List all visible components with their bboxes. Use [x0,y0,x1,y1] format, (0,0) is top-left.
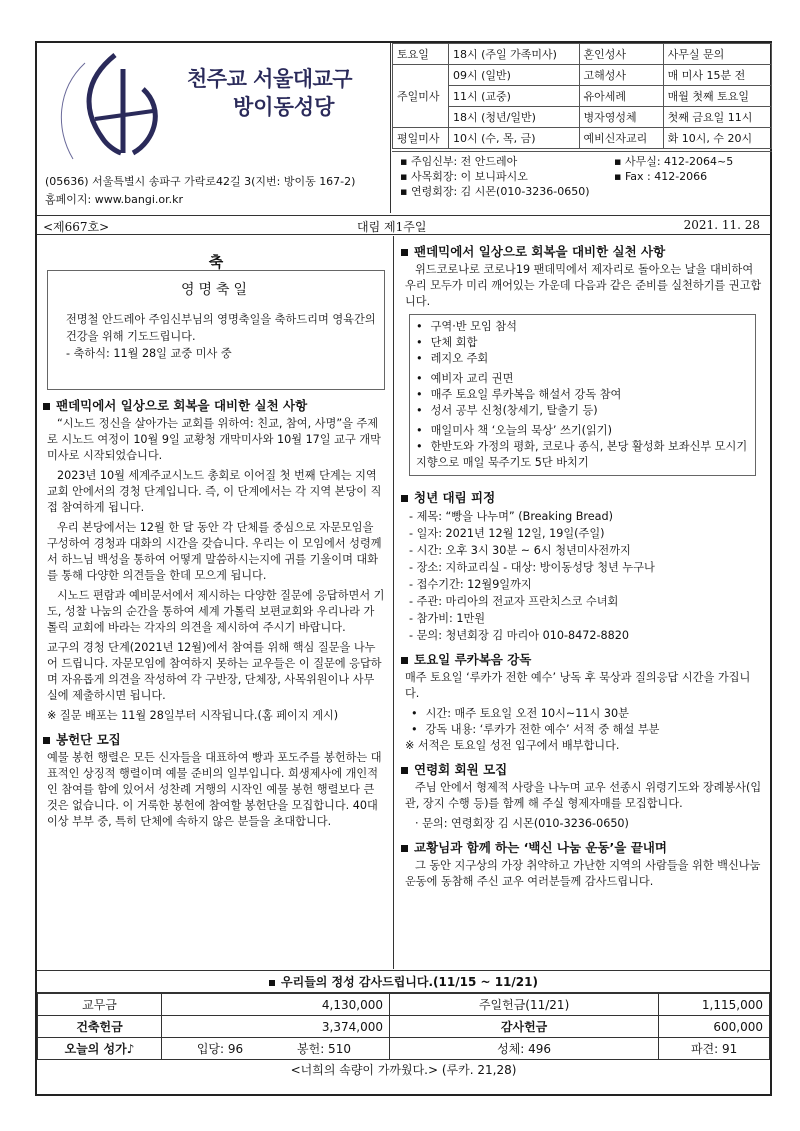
header-logo-area [37,43,391,213]
saturday-label: 토요일 [393,44,449,65]
list-item: - 접수기간: 12월9일까지 [409,576,770,593]
weekly-verse: <너희의 속량이 가까웠다.> (루카. 21,28) [290,1063,517,1077]
list-item: - 제목: “빵을 나누며” (Breaking Bread) [409,508,770,525]
left-practice-p4: 시노드 편람과 예비문서에서 제시하는 다양한 질문에 응답하면서 기도, 성찰 나눔의 순간을 통하여 세계 가톨릭 보편교회와 우리나라 가톨릭 교회에 바라는 각자의 의견을 제시하여 주시기 바랍니다. [47,589,385,634]
left-column [37,236,394,969]
sac-value: 화 10시, 수 20시 [663,128,771,149]
list-item: • 강독 내용: ‘루카가 전한 예수’ 서적 중 해설 부분 [411,722,770,738]
sac-key: 예비신자교리 [579,128,663,149]
list-item: - 시간: 오후 3시 30분 ~ 6시 청년미사전까지 [409,542,770,559]
sunday-time: 18시 (청년/일반) [449,107,580,128]
sac-key: 혼인성사 [579,44,663,65]
council-contact: ▪ 사목회장: 이 보니파시오 [400,170,528,183]
left-practice-p3: 우리 본당에서는 12월 한 달 동안 각 단체를 중심으로 자문모임을 구성하여 경청과 대화의 시간을 갖습니다. 우리는 이 모임에서 성령께서 하느님 백성을 통하여 어떻게 말씀하시는지에 귀를 기울이며 대화를 통해 다양한 의견들을 한데 모으게 됩니다. [47,521,382,582]
offering-key: 주일헌금(11/21) [390,994,659,1016]
parish-title-line2: 방이동성당 [233,95,335,119]
council-text: 사목회장: 이 보니파시오 [410,170,528,183]
offering-value: 3,374,000 [162,1016,390,1038]
offering-value: 4,130,000 [162,994,390,1016]
sac-key: 병자영성체 [579,107,663,128]
sac-value: 매월 첫째 토요일 [663,86,771,107]
left-practice-p1: “시노드 정신을 살아가는 교회를 위하여: 친교, 참여, 사명”을 주제로 시노드 여정이 10월 9일 교황청 개막미사와 10월 17일 교구 개막미사로 시작되었습니다. [47,417,381,462]
offering-key: 감사헌금 [390,1016,659,1038]
funeral-text: 주님 안에서 형제적 사랑을 나누며 교우 선종시 위령기도와 장례봉사(입관, 장지 수행 등)를 함께 해 주실 형제자매를 모집합니다. [405,781,762,810]
issue-date: 2021. 11. 28 [683,218,760,232]
section-heading: 팬데믹에서 일상으로 회복을 대비한 실천 사항 [56,398,308,413]
offering-group-text: 예물 봉헌 행렬은 모든 신자들을 대표하여 빵과 포도주를 봉헌하는 대표적인 상징적 행렬이며 예물 준비의 일부입니다. 희생제사에 개인적인 참여를 함에 있어서 성찬례 거행의 시작인 예물 봉헌 행렬보다 큰 것은 없습니다. 이 거룩한 봉헌에 참여할 봉헌단을 모집합니다. 40대 이상 부부 중, 특히 단체에 속하지 않은 분들을 초대합니다. [47,751,382,828]
feast-ceremony: - 축하식: 11월 28일 교중 미사 중 [66,347,232,360]
offering-title: 우리들의 정성 감사드립니다.(11/15 ~ 11/21) [281,975,538,989]
weekday-time: 10시 (수, 목, 금) [449,128,580,149]
feast-text [66,311,376,362]
parish-title-line1: 천주교 서울대교구 [187,67,353,91]
sunday-time: 11시 (교중) [449,86,580,107]
list-item: • 한반도와 가정의 평화, 코로나 종식, 본당 활성화 보좌신부 모시기 지향으로 매일 묵주기도 5단 바치기 [416,439,749,471]
list-item: • 예비자 교리 권면 [416,371,749,387]
list-item: • 시간: 매주 토요일 오전 10시~11시 30분 [411,706,770,722]
parish-logo [45,49,185,169]
hymn-offertory: 봉헌: 510 [297,1042,351,1056]
funeral-contact: · 문의: 연령회장 김 시몬(010-3236-0650) [415,817,629,830]
union-contact: ▪ 연령회장: 김 시몬(010-3236-0650) [400,185,590,198]
list-item: - 일자: 2021년 12월 12일, 19일(주일) [409,525,770,542]
offering-key: 교무금 [38,994,162,1016]
section-heading: 연령회 회원 모집 [414,762,508,777]
sharing-text: 그 동안 지구상의 가장 취약하고 가난한 지역의 사람들을 위한 백신나눔운동에 동참해 주신 교우 여러분들께 감사드립니다. [405,859,761,888]
offering-key: 건축헌금 [38,1016,162,1038]
office-contact: ▪ 사무실: 412-2064~5 [614,155,734,168]
feast-subtitle: 영명축일 [180,282,252,298]
left-practice-title [43,396,393,414]
pastor-contact: ▪ 주임신부: 전 안드레아 [400,155,518,168]
offering-value: 1,115,000 [659,994,770,1016]
feast-message: 전명철 안드레아 주임신부님의 영명축일을 축하드리며 영육간의 건강을 위해 기도드립니다. [66,313,376,343]
list-item: • 구역·반 모임 참석 [416,319,749,335]
right-column [395,236,770,969]
offering-header [37,971,770,993]
section-heading: 토요일 루카복음 강독 [414,652,532,667]
list-item: - 참가비: 1만원 [409,610,770,627]
fax-text: Fax : 412-2066 [624,170,708,183]
offering-value: 600,000 [659,1016,770,1038]
sunday-label: 주일미사 [393,65,449,128]
saturday-time: 18시 (주일 가족미사) [449,44,580,65]
parish-address: (05636) 서울특별시 송파구 가락로42길 3(지번: 방이동 167-2) [45,175,356,188]
practice-list [416,319,749,471]
list-item: • 레지오 주회 [416,351,749,367]
contact-info [392,151,772,213]
sharing-title [401,838,770,856]
offering-section [37,970,770,1094]
office-text: 사무실: 412-2064~5 [624,155,734,168]
sac-key: 유아세례 [579,86,663,107]
youth-list [409,508,770,644]
contact-col-right [614,154,733,184]
sunday-time: 09시 (일반) [449,65,580,86]
mass-schedule-table [392,43,772,149]
parish-homepage: 홈페이지: www.bangi.or.kr [45,193,184,206]
practice-list-box [409,314,756,476]
sac-value: 첫째 금요일 11시 [663,107,771,128]
parish-address-block [45,173,355,209]
pastor-text: 주임신부: 전 안드레아 [410,155,518,168]
luke-title [401,650,770,668]
section-heading: 청년 대림 피정 [414,490,496,505]
offering-table [37,993,770,1060]
issue-number: <제667호> [43,220,110,234]
union-text: 연령회장: 김 시몬(010-3236-0650) [410,185,590,198]
list-item: - 장소: 지하교리실 - 대상: 방이동성당 청년 누구나 [409,559,770,576]
liturgy-name: 대림 제1주일 [357,220,427,234]
right-practice-intro: 위드코로나로 코로나19 팬데믹에서 제자리로 돌아오는 날을 대비하여 우리 모두가 미리 깨어있는 가운데 다음과 같은 준비를 실천하기를 권고합니다. [405,263,762,308]
bulletin-frame [35,41,772,1096]
hymn-recessional: 파견: 91 [659,1038,770,1060]
hymns-label: 오늘의 성가♪ [38,1038,162,1060]
right-practice-title [401,242,770,260]
list-item: • 매주 토요일 루카복음 해설서 강독 참여 [416,387,749,403]
sac-key: 고해성사 [579,65,663,86]
offering-group-title [43,730,393,748]
luke-list [411,706,770,738]
funeral-title [401,760,770,778]
section-heading: 봉헌단 모집 [56,732,121,747]
weekday-label: 평일미사 [393,128,449,149]
contact-col-left [400,154,590,199]
section-heading: 교황님과 함께 하는 ‘백신 나눔 운동’을 끝내며 [414,840,667,855]
list-item: - 주관: 마리아의 전교자 프란치스코 수녀회 [409,593,770,610]
list-item: • 성서 공부 신청(창세기, 탈출기 등) [416,403,749,419]
issue-bar [37,215,770,235]
hymn-communion: 성체: 496 [390,1038,659,1060]
section-heading: 팬데믹에서 일상으로 회복을 대비한 실천 사항 [414,244,666,259]
list-item: - 문의: 청년회장 김 마리아 010-8472-8820 [409,627,770,644]
youth-title [401,488,770,506]
left-practice-p5: 교구의 경청 단계(2021년 12월)에서 참여를 위해 핵심 질문을 나누어 드립니다. 자문모임에 참여하지 못하는 교우들은 이 질문에 응답하며 자유롭게 의견을 작성하여 각 구반장, 단체장, 사목위원이나 사무실에 제출하시면 됩니다. [47,641,382,702]
sac-value: 사무실 문의 [663,44,771,65]
luke-text: 매주 토요일 ‘루카가 전한 예수’ 낭독 후 묵상과 질의응답 시간을 가집니다. [405,671,751,700]
list-item: • 단체 회합 [416,335,749,351]
hymn-row [162,1038,390,1060]
feast-box [47,253,385,390]
sac-value: 매 미사 15분 전 [663,65,771,86]
left-practice-p2: 2023년 10월 세계주교시노드 총회로 이어질 첫 번째 단계는 지역 교회 안에서의 경청 단계입니다. 즉, 이 단계에서는 각 지역 본당이 직접 참여하게 됩니다. [47,469,382,514]
luke-note: ※ 서적은 토요일 성전 입구에서 배부합니다. [405,739,620,752]
fax-contact: ▪ Fax : 412-2066 [614,170,708,183]
list-item: • 매일미사 책 ‘오늘의 묵상’ 쓰기(읽기) [416,423,749,439]
hymn-entrance: 입당: 96 [196,1042,244,1056]
left-practice-note: ※ 질문 배포는 11월 28일부터 시작됩니다.(홈 페이지 게시) [47,709,339,722]
feast-title: 축 [208,253,224,271]
